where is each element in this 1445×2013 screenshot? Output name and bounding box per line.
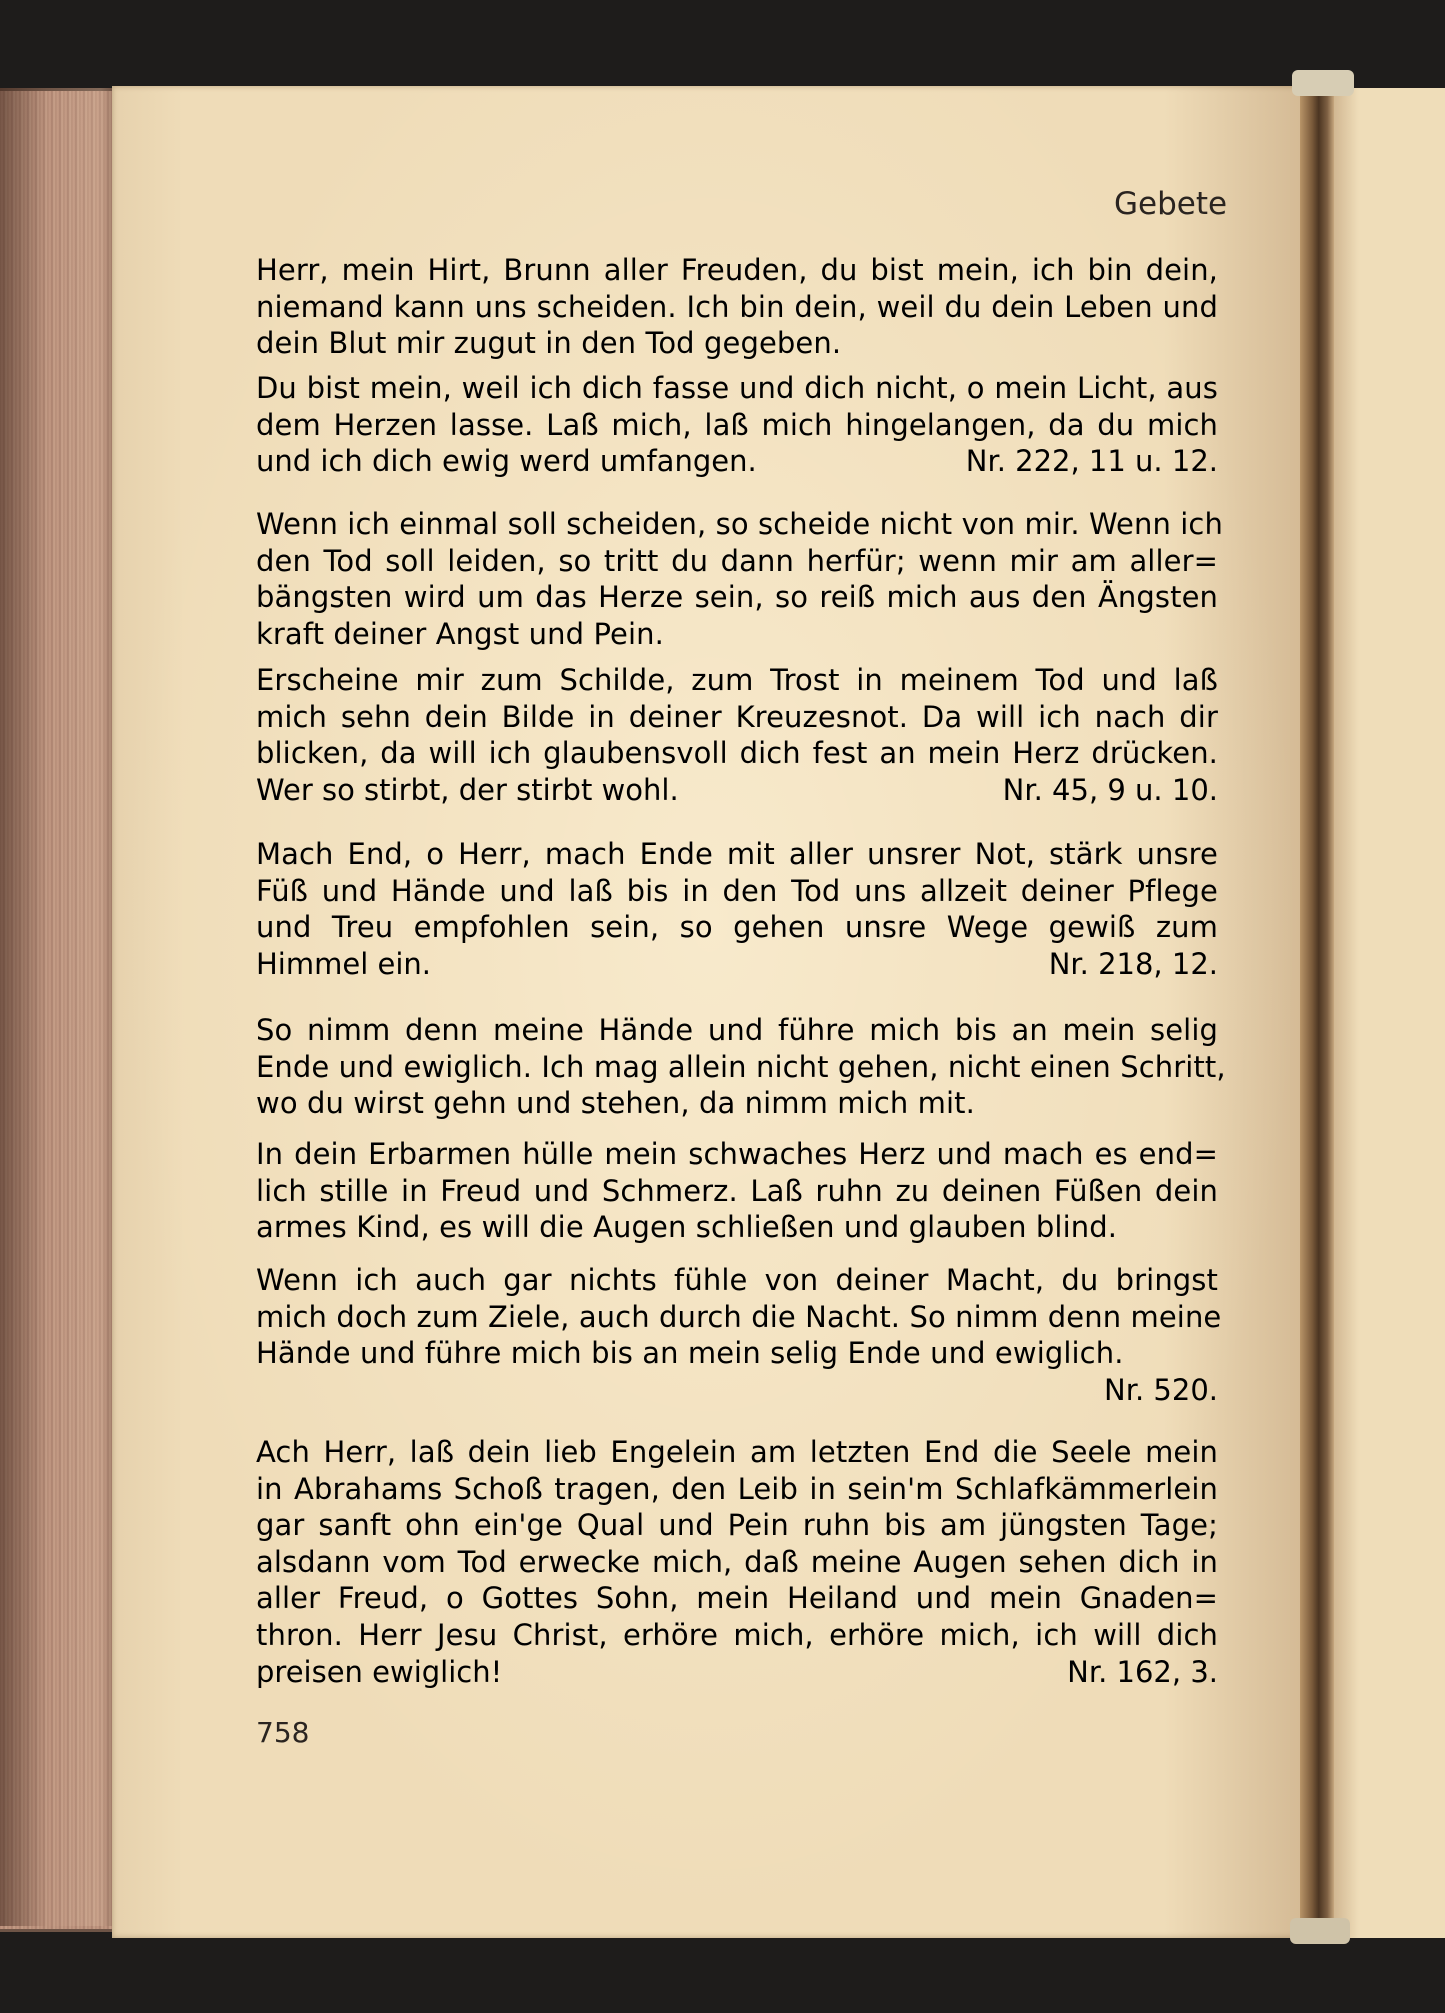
text-line: Füß und Hände und laß bis in den Tod uns allzeit deiner Pflege (256, 873, 1218, 908)
hymn-reference: Nr. 45, 9 u. 10. (1002, 772, 1218, 807)
hymn-reference: Nr. 222, 11 u. 12. (965, 444, 1218, 479)
text-line: alsdann vom Tod erwecke mich, daß meine Augen sehen dich in (256, 1544, 1218, 1579)
text-line: So nimm denn meine Hände und führe mich bis an mein selig (256, 1013, 1218, 1047)
paragraph-5 (256, 836, 1218, 982)
paragraph-4 (256, 662, 1218, 808)
page-number: 758 (256, 1716, 310, 1749)
text-line: in Abrahams Schoß tragen, den Leib in sein'm Schlafkämmerlein (256, 1471, 1218, 1506)
paragraph-2 (256, 370, 1218, 480)
text-line: gar sanft ohn ein'ge Qual und Pein ruhn bis am jüngsten Tage; (256, 1508, 1218, 1543)
text-line: dem Herzen lasse. Laß mich, laß mich hingelangen, da du mich (256, 407, 1218, 442)
text-line: mich sehn dein Bilde in deiner Kreuzesnot. Da will ich nach dir (256, 699, 1218, 734)
text-line: Hände und führe mich bis an mein selig Ende und ewiglich. (256, 1336, 1124, 1371)
text-line: dein Blut mir zugut in den Tod gegeben. (256, 326, 842, 361)
text-line-with-reference (256, 946, 1218, 983)
text-line: niemand kann uns scheiden. Ich bin dein, weil du dein Leben und (256, 289, 1218, 324)
text-line: preisen ewiglich! (256, 1654, 503, 1689)
paragraph-3 (256, 506, 1223, 652)
hymn-reference: Nr. 218, 12. (1048, 946, 1218, 981)
text-line: Mach End, o Herr, mach Ende mit aller unsrer Not, stärk unsre (256, 837, 1218, 871)
text-line: Wer so stirbt, der stirbt wohl. (256, 772, 679, 807)
text-line: wo du wirst gehn und stehen, da nimm mich mit. (256, 1086, 975, 1121)
text-line-with-reference (256, 772, 1218, 809)
text-line: thron. Herr Jesu Christ, erhöre mich, erhöre mich, ich will dich (256, 1617, 1218, 1652)
text-line: den Tod soll leiden, so tritt du dann herfür; wenn mir am aller= (256, 543, 1218, 578)
text-line-with-reference (256, 443, 1218, 480)
text-line: Himmel ein. (256, 946, 431, 981)
right-page (1330, 88, 1445, 1938)
book-gutter (1300, 80, 1334, 1942)
text-line: kraft deiner Angst und Pein. (256, 616, 664, 651)
text-line: mich doch zum Ziele, auch durch die Nacht. So nimm denn meine (256, 1299, 1222, 1334)
binding-thread-bottom (1290, 1918, 1350, 1944)
text-line: Ach Herr, laß dein lieb Engelein am letzten End die Seele mein (256, 1435, 1218, 1469)
text-line: lich stille in Freud und Schmerz. Laß ruhn zu deinen Füßen dein (256, 1173, 1218, 1208)
running-head: Gebete (1114, 186, 1228, 222)
text-line: Wenn ich auch gar nichts fühle von deiner Macht, du bringst (256, 1263, 1218, 1297)
hymn-reference: Nr. 520. (1104, 1372, 1218, 1407)
text-line: und Treu empfohlen sein, so gehen unsre Wege gewiß zum (256, 910, 1218, 945)
paragraph-9 (256, 1434, 1218, 1690)
page-edges-shade (0, 88, 118, 1926)
paragraph-8 (256, 1262, 1222, 1408)
text-line: In dein Erbarmen hülle mein schwaches Herz und mach es end= (256, 1137, 1218, 1171)
text-line: aller Freud, o Gottes Sohn, mein Heiland und mein Gnaden= (256, 1581, 1218, 1616)
text-line: Erscheine mir zum Schilde, zum Trost in meinem Tod und laß (256, 663, 1218, 697)
text-line: Wenn ich einmal soll scheiden, so scheide nicht von mir. Wenn ich (256, 507, 1223, 541)
text-line: blicken, da will ich glaubensvoll dich fest an mein Herz drücken. (256, 736, 1218, 771)
text-line: Du bist mein, weil ich dich fasse und dich nicht, o mein Licht, aus (256, 371, 1218, 405)
text-line: Herr, mein Hirt, Brunn aller Freuden, du bist mein, ich bin dein, (256, 253, 1218, 287)
binding-thread-top (1292, 70, 1354, 96)
text-line: armes Kind, es will die Augen schließen und glauben blind. (256, 1210, 1118, 1245)
paragraph-7 (256, 1136, 1218, 1246)
text-line: Ende und ewiglich. Ich mag allein nicht gehen, nicht einen Schritt, (256, 1049, 1226, 1084)
hymn-reference: Nr. 162, 3. (1067, 1654, 1218, 1689)
text-line-with-reference (256, 1654, 1218, 1691)
paragraph-6 (256, 1012, 1226, 1122)
paragraph-1 (256, 252, 1218, 362)
text-line: bängsten wird um das Herze sein, so reiß mich aus den Ängsten (256, 580, 1218, 615)
text-line: und ich dich ewig werd umfangen. (256, 444, 757, 479)
